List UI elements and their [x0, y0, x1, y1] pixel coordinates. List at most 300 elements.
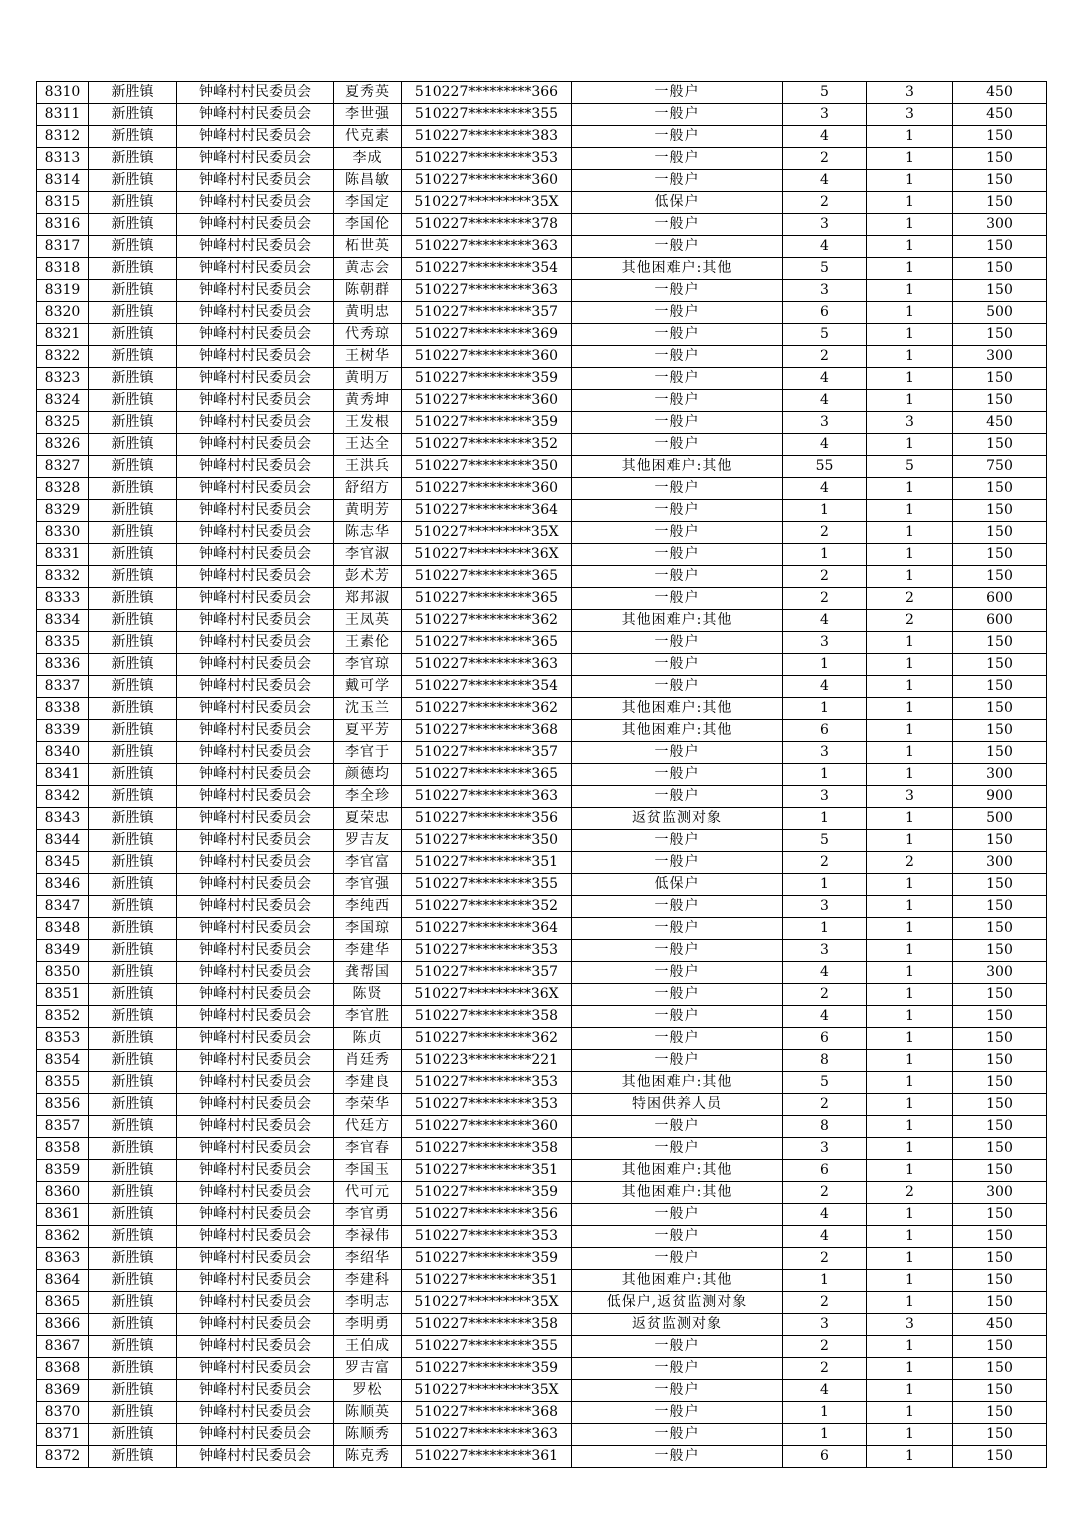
name-cell: 李纯西	[334, 896, 402, 918]
town-cell: 新胜镇	[89, 742, 177, 764]
amount-cell: 450	[953, 1314, 1047, 1336]
household-type-cell: 一般户	[572, 632, 783, 654]
town-cell: 新胜镇	[89, 214, 177, 236]
row-number-cell: 8327	[37, 456, 89, 478]
amount-cell: 150	[953, 258, 1047, 280]
amount-cell: 150	[953, 324, 1047, 346]
village-committee-cell: 钟峰村村民委员会	[177, 544, 334, 566]
household-type-cell: 低保户	[572, 874, 783, 896]
town-cell: 新胜镇	[89, 1160, 177, 1182]
village-committee-cell: 钟峰村村民委员会	[177, 742, 334, 764]
table-row	[37, 1138, 1047, 1160]
count-cell: 1	[867, 434, 953, 456]
count-cell: 1	[867, 1270, 953, 1292]
household-type-cell: 一般户	[572, 1138, 783, 1160]
table-row	[37, 1292, 1047, 1314]
village-committee-cell: 钟峰村村民委员会	[177, 192, 334, 214]
household-type-cell: 一般户	[572, 236, 783, 258]
town-cell: 新胜镇	[89, 170, 177, 192]
row-number-cell: 8330	[37, 522, 89, 544]
count-cell: 1	[867, 742, 953, 764]
row-number-cell: 8366	[37, 1314, 89, 1336]
id-number-cell: 510227*********352	[402, 896, 572, 918]
table-row	[37, 126, 1047, 148]
amount-cell: 150	[953, 896, 1047, 918]
count-cell: 1	[867, 390, 953, 412]
name-cell: 王伯成	[334, 1336, 402, 1358]
table-row	[37, 720, 1047, 742]
household-type-cell: 一般户	[572, 148, 783, 170]
household-size-cell: 3	[783, 940, 867, 962]
count-cell: 1	[867, 1292, 953, 1314]
count-cell: 1	[867, 1358, 953, 1380]
table-row	[37, 632, 1047, 654]
household-type-cell: 一般户	[572, 588, 783, 610]
row-number-cell: 8355	[37, 1072, 89, 1094]
count-cell: 1	[867, 1380, 953, 1402]
count-cell: 3	[867, 786, 953, 808]
town-cell: 新胜镇	[89, 1094, 177, 1116]
name-cell: 李成	[334, 148, 402, 170]
table-row	[37, 368, 1047, 390]
household-size-cell: 3	[783, 214, 867, 236]
table-row	[37, 390, 1047, 412]
table-row	[37, 148, 1047, 170]
id-number-cell: 510227*********365	[402, 632, 572, 654]
amount-cell: 150	[953, 1116, 1047, 1138]
id-number-cell: 510227*********358	[402, 1006, 572, 1028]
town-cell: 新胜镇	[89, 1380, 177, 1402]
count-cell: 1	[867, 1138, 953, 1160]
table-row	[37, 1446, 1047, 1468]
village-committee-cell: 钟峰村村民委员会	[177, 1028, 334, 1050]
count-cell: 1	[867, 654, 953, 676]
village-committee-cell: 钟峰村村民委员会	[177, 1094, 334, 1116]
row-number-cell: 8358	[37, 1138, 89, 1160]
table-row	[37, 1336, 1047, 1358]
village-committee-cell: 钟峰村村民委员会	[177, 808, 334, 830]
id-number-cell: 510227*********358	[402, 1314, 572, 1336]
village-committee-cell: 钟峰村村民委员会	[177, 984, 334, 1006]
town-cell: 新胜镇	[89, 324, 177, 346]
count-cell: 1	[867, 280, 953, 302]
row-number-cell: 8368	[37, 1358, 89, 1380]
household-type-cell: 一般户	[572, 522, 783, 544]
household-size-cell: 4	[783, 1380, 867, 1402]
row-number-cell: 8326	[37, 434, 89, 456]
town-cell: 新胜镇	[89, 1292, 177, 1314]
household-size-cell: 4	[783, 1204, 867, 1226]
village-committee-cell: 钟峰村村民委员会	[177, 1402, 334, 1424]
table-row	[37, 478, 1047, 500]
count-cell: 1	[867, 918, 953, 940]
name-cell: 黄志会	[334, 258, 402, 280]
row-number-cell: 8354	[37, 1050, 89, 1072]
count-cell: 1	[867, 148, 953, 170]
household-type-cell: 一般户	[572, 280, 783, 302]
town-cell: 新胜镇	[89, 258, 177, 280]
row-number-cell: 8332	[37, 566, 89, 588]
count-cell: 1	[867, 1050, 953, 1072]
household-type-cell: 一般户	[572, 566, 783, 588]
household-size-cell: 4	[783, 478, 867, 500]
name-cell: 代秀琼	[334, 324, 402, 346]
household-type-cell: 其他困难户:其他	[572, 720, 783, 742]
household-size-cell: 2	[783, 984, 867, 1006]
table-row	[37, 610, 1047, 632]
village-committee-cell: 钟峰村村民委员会	[177, 1270, 334, 1292]
count-cell: 1	[867, 1072, 953, 1094]
id-number-cell: 510227*********35X	[402, 192, 572, 214]
id-number-cell: 510227*********35X	[402, 522, 572, 544]
id-number-cell: 510227*********356	[402, 1204, 572, 1226]
village-committee-cell: 钟峰村村民委员会	[177, 82, 334, 104]
name-cell: 夏平芳	[334, 720, 402, 742]
amount-cell: 150	[953, 1050, 1047, 1072]
row-number-cell: 8370	[37, 1402, 89, 1424]
town-cell: 新胜镇	[89, 522, 177, 544]
table-row	[37, 566, 1047, 588]
row-number-cell: 8322	[37, 346, 89, 368]
row-number-cell: 8359	[37, 1160, 89, 1182]
town-cell: 新胜镇	[89, 1270, 177, 1292]
id-number-cell: 510227*********361	[402, 1446, 572, 1468]
name-cell: 李国定	[334, 192, 402, 214]
town-cell: 新胜镇	[89, 984, 177, 1006]
id-number-cell: 510227*********365	[402, 566, 572, 588]
household-size-cell: 6	[783, 1160, 867, 1182]
town-cell: 新胜镇	[89, 478, 177, 500]
name-cell: 李全珍	[334, 786, 402, 808]
count-cell: 2	[867, 588, 953, 610]
household-type-cell: 一般户	[572, 786, 783, 808]
household-size-cell: 2	[783, 148, 867, 170]
id-number-cell: 510227*********363	[402, 280, 572, 302]
name-cell: 陈贤	[334, 984, 402, 1006]
household-size-cell: 2	[783, 1292, 867, 1314]
household-type-cell: 其他困难户:其他	[572, 1072, 783, 1094]
name-cell: 王树华	[334, 346, 402, 368]
id-number-cell: 510227*********352	[402, 434, 572, 456]
town-cell: 新胜镇	[89, 126, 177, 148]
amount-cell: 150	[953, 1292, 1047, 1314]
id-number-cell: 510227*********36X	[402, 984, 572, 1006]
name-cell: 陈顺英	[334, 1402, 402, 1424]
amount-cell: 150	[953, 654, 1047, 676]
town-cell: 新胜镇	[89, 1028, 177, 1050]
village-committee-cell: 钟峰村村民委员会	[177, 434, 334, 456]
household-type-cell: 一般户	[572, 1446, 783, 1468]
household-size-cell: 4	[783, 170, 867, 192]
id-number-cell: 510227*********353	[402, 148, 572, 170]
village-committee-cell: 钟峰村村民委员会	[177, 764, 334, 786]
village-committee-cell: 钟峰村村民委员会	[177, 126, 334, 148]
household-size-cell: 3	[783, 742, 867, 764]
amount-cell: 150	[953, 522, 1047, 544]
household-size-cell: 4	[783, 390, 867, 412]
town-cell: 新胜镇	[89, 82, 177, 104]
household-size-cell: 3	[783, 632, 867, 654]
count-cell: 1	[867, 676, 953, 698]
household-size-cell: 2	[783, 1248, 867, 1270]
count-cell: 2	[867, 852, 953, 874]
name-cell: 陈克秀	[334, 1446, 402, 1468]
table-row	[37, 852, 1047, 874]
household-size-cell: 4	[783, 610, 867, 632]
row-number-cell: 8325	[37, 412, 89, 434]
amount-cell: 450	[953, 82, 1047, 104]
row-number-cell: 8350	[37, 962, 89, 984]
amount-cell: 150	[953, 874, 1047, 896]
row-number-cell: 8363	[37, 1248, 89, 1270]
id-number-cell: 510227*********383	[402, 126, 572, 148]
household-size-cell: 1	[783, 500, 867, 522]
village-committee-cell: 钟峰村村民委员会	[177, 874, 334, 896]
table-row	[37, 302, 1047, 324]
row-number-cell: 8357	[37, 1116, 89, 1138]
row-number-cell: 8318	[37, 258, 89, 280]
amount-cell: 150	[953, 1402, 1047, 1424]
row-number-cell: 8324	[37, 390, 89, 412]
subsidy-table	[36, 81, 1047, 1468]
amount-cell: 150	[953, 1380, 1047, 1402]
household-type-cell: 一般户	[572, 1050, 783, 1072]
household-type-cell: 特困供养人员	[572, 1094, 783, 1116]
count-cell: 1	[867, 962, 953, 984]
name-cell: 李官富	[334, 852, 402, 874]
row-number-cell: 8329	[37, 500, 89, 522]
household-type-cell: 一般户	[572, 346, 783, 368]
table-row	[37, 522, 1047, 544]
amount-cell: 300	[953, 764, 1047, 786]
household-type-cell: 其他困难户:其他	[572, 258, 783, 280]
household-size-cell: 1	[783, 654, 867, 676]
town-cell: 新胜镇	[89, 412, 177, 434]
table-row	[37, 1006, 1047, 1028]
id-number-cell: 510227*********353	[402, 1072, 572, 1094]
table-row	[37, 82, 1047, 104]
household-size-cell: 1	[783, 808, 867, 830]
count-cell: 1	[867, 1226, 953, 1248]
table-row	[37, 1358, 1047, 1380]
amount-cell: 150	[953, 280, 1047, 302]
village-committee-cell: 钟峰村村民委员会	[177, 302, 334, 324]
town-cell: 新胜镇	[89, 852, 177, 874]
village-committee-cell: 钟峰村村民委员会	[177, 676, 334, 698]
table-row	[37, 742, 1047, 764]
id-number-cell: 510227*********36X	[402, 544, 572, 566]
row-number-cell: 8317	[37, 236, 89, 258]
village-committee-cell: 钟峰村村民委员会	[177, 456, 334, 478]
row-number-cell: 8323	[37, 368, 89, 390]
amount-cell: 150	[953, 1446, 1047, 1468]
town-cell: 新胜镇	[89, 1138, 177, 1160]
household-type-cell: 一般户	[572, 1402, 783, 1424]
town-cell: 新胜镇	[89, 104, 177, 126]
count-cell: 2	[867, 610, 953, 632]
village-committee-cell: 钟峰村村民委员会	[177, 852, 334, 874]
amount-cell: 300	[953, 852, 1047, 874]
household-size-cell: 3	[783, 412, 867, 434]
name-cell: 李官勇	[334, 1204, 402, 1226]
count-cell: 1	[867, 1248, 953, 1270]
village-committee-cell: 钟峰村村民委员会	[177, 786, 334, 808]
village-committee-cell: 钟峰村村民委员会	[177, 522, 334, 544]
name-cell: 李国玉	[334, 1160, 402, 1182]
amount-cell: 150	[953, 1248, 1047, 1270]
village-committee-cell: 钟峰村村民委员会	[177, 830, 334, 852]
id-number-cell: 510227*********368	[402, 720, 572, 742]
count-cell: 1	[867, 764, 953, 786]
row-number-cell: 8316	[37, 214, 89, 236]
name-cell: 李建科	[334, 1270, 402, 1292]
village-committee-cell: 钟峰村村民委员会	[177, 500, 334, 522]
household-type-cell: 一般户	[572, 434, 783, 456]
household-size-cell: 2	[783, 1336, 867, 1358]
village-committee-cell: 钟峰村村民委员会	[177, 368, 334, 390]
table-row	[37, 1116, 1047, 1138]
household-size-cell: 5	[783, 258, 867, 280]
household-type-cell: 一般户	[572, 412, 783, 434]
town-cell: 新胜镇	[89, 368, 177, 390]
count-cell: 3	[867, 1314, 953, 1336]
table-row	[37, 1160, 1047, 1182]
count-cell: 1	[867, 1006, 953, 1028]
amount-cell: 150	[953, 500, 1047, 522]
village-committee-cell: 钟峰村村民委员会	[177, 962, 334, 984]
name-cell: 李官胜	[334, 1006, 402, 1028]
town-cell: 新胜镇	[89, 236, 177, 258]
household-size-cell: 2	[783, 1358, 867, 1380]
village-committee-cell: 钟峰村村民委员会	[177, 632, 334, 654]
table-row	[37, 874, 1047, 896]
row-number-cell: 8343	[37, 808, 89, 830]
village-committee-cell: 钟峰村村民委员会	[177, 1182, 334, 1204]
id-number-cell: 510227*********355	[402, 874, 572, 896]
row-number-cell: 8314	[37, 170, 89, 192]
table-row	[37, 786, 1047, 808]
name-cell: 郑邦淑	[334, 588, 402, 610]
town-cell: 新胜镇	[89, 280, 177, 302]
row-number-cell: 8347	[37, 896, 89, 918]
row-number-cell: 8371	[37, 1424, 89, 1446]
id-number-cell: 510227*********354	[402, 258, 572, 280]
village-committee-cell: 钟峰村村民委员会	[177, 1226, 334, 1248]
table-row	[37, 1270, 1047, 1292]
name-cell: 王发根	[334, 412, 402, 434]
village-committee-cell: 钟峰村村民委员会	[177, 148, 334, 170]
town-cell: 新胜镇	[89, 1446, 177, 1468]
name-cell: 代廷方	[334, 1116, 402, 1138]
name-cell: 夏秀英	[334, 82, 402, 104]
table-row	[37, 500, 1047, 522]
id-number-cell: 510227*********35X	[402, 1380, 572, 1402]
table-row	[37, 346, 1047, 368]
name-cell: 舒绍方	[334, 478, 402, 500]
count-cell: 1	[867, 522, 953, 544]
household-type-cell: 一般户	[572, 1204, 783, 1226]
household-type-cell: 一般户	[572, 1358, 783, 1380]
household-type-cell: 一般户	[572, 390, 783, 412]
household-size-cell: 2	[783, 346, 867, 368]
village-committee-cell: 钟峰村村民委员会	[177, 478, 334, 500]
household-type-cell: 一般户	[572, 742, 783, 764]
table-row	[37, 1204, 1047, 1226]
town-cell: 新胜镇	[89, 434, 177, 456]
name-cell: 李世强	[334, 104, 402, 126]
household-type-cell: 一般户	[572, 214, 783, 236]
row-number-cell: 8328	[37, 478, 89, 500]
name-cell: 陈朝群	[334, 280, 402, 302]
name-cell: 李建良	[334, 1072, 402, 1094]
id-number-cell: 510227*********365	[402, 588, 572, 610]
town-cell: 新胜镇	[89, 632, 177, 654]
household-type-cell: 其他困难户:其他	[572, 1270, 783, 1292]
table-row	[37, 236, 1047, 258]
name-cell: 王凤英	[334, 610, 402, 632]
id-number-cell: 510227*********357	[402, 742, 572, 764]
household-size-cell: 4	[783, 1226, 867, 1248]
name-cell: 黄明忠	[334, 302, 402, 324]
household-size-cell: 3	[783, 280, 867, 302]
village-committee-cell: 钟峰村村民委员会	[177, 1204, 334, 1226]
id-number-cell: 510227*********353	[402, 940, 572, 962]
town-cell: 新胜镇	[89, 148, 177, 170]
town-cell: 新胜镇	[89, 830, 177, 852]
household-size-cell: 4	[783, 676, 867, 698]
name-cell: 李官于	[334, 742, 402, 764]
row-number-cell: 8311	[37, 104, 89, 126]
id-number-cell: 510227*********357	[402, 302, 572, 324]
amount-cell: 150	[953, 1072, 1047, 1094]
amount-cell: 150	[953, 566, 1047, 588]
table-row	[37, 676, 1047, 698]
household-type-cell: 一般户	[572, 1028, 783, 1050]
household-type-cell: 一般户	[572, 544, 783, 566]
count-cell: 1	[867, 1028, 953, 1050]
table-row	[37, 1182, 1047, 1204]
village-committee-cell: 钟峰村村民委员会	[177, 346, 334, 368]
table-row	[37, 1226, 1047, 1248]
household-type-cell: 一般户	[572, 1336, 783, 1358]
household-size-cell: 2	[783, 588, 867, 610]
household-size-cell: 55	[783, 456, 867, 478]
row-number-cell: 8369	[37, 1380, 89, 1402]
village-committee-cell: 钟峰村村民委员会	[177, 1446, 334, 1468]
household-type-cell: 返贫监测对象	[572, 808, 783, 830]
id-number-cell: 510227*********378	[402, 214, 572, 236]
household-size-cell: 1	[783, 1424, 867, 1446]
village-committee-cell: 钟峰村村民委员会	[177, 1006, 334, 1028]
amount-cell: 150	[953, 148, 1047, 170]
town-cell: 新胜镇	[89, 720, 177, 742]
town-cell: 新胜镇	[89, 1226, 177, 1248]
town-cell: 新胜镇	[89, 940, 177, 962]
id-number-cell: 510227*********364	[402, 918, 572, 940]
id-number-cell: 510227*********359	[402, 1358, 572, 1380]
household-size-cell: 6	[783, 1028, 867, 1050]
row-number-cell: 8312	[37, 126, 89, 148]
household-size-cell: 1	[783, 698, 867, 720]
village-committee-cell: 钟峰村村民委员会	[177, 214, 334, 236]
table-row	[37, 1094, 1047, 1116]
name-cell: 李官琼	[334, 654, 402, 676]
amount-cell: 150	[953, 676, 1047, 698]
household-size-cell: 4	[783, 962, 867, 984]
row-number-cell: 8360	[37, 1182, 89, 1204]
row-number-cell: 8336	[37, 654, 89, 676]
id-number-cell: 510227*********360	[402, 1116, 572, 1138]
